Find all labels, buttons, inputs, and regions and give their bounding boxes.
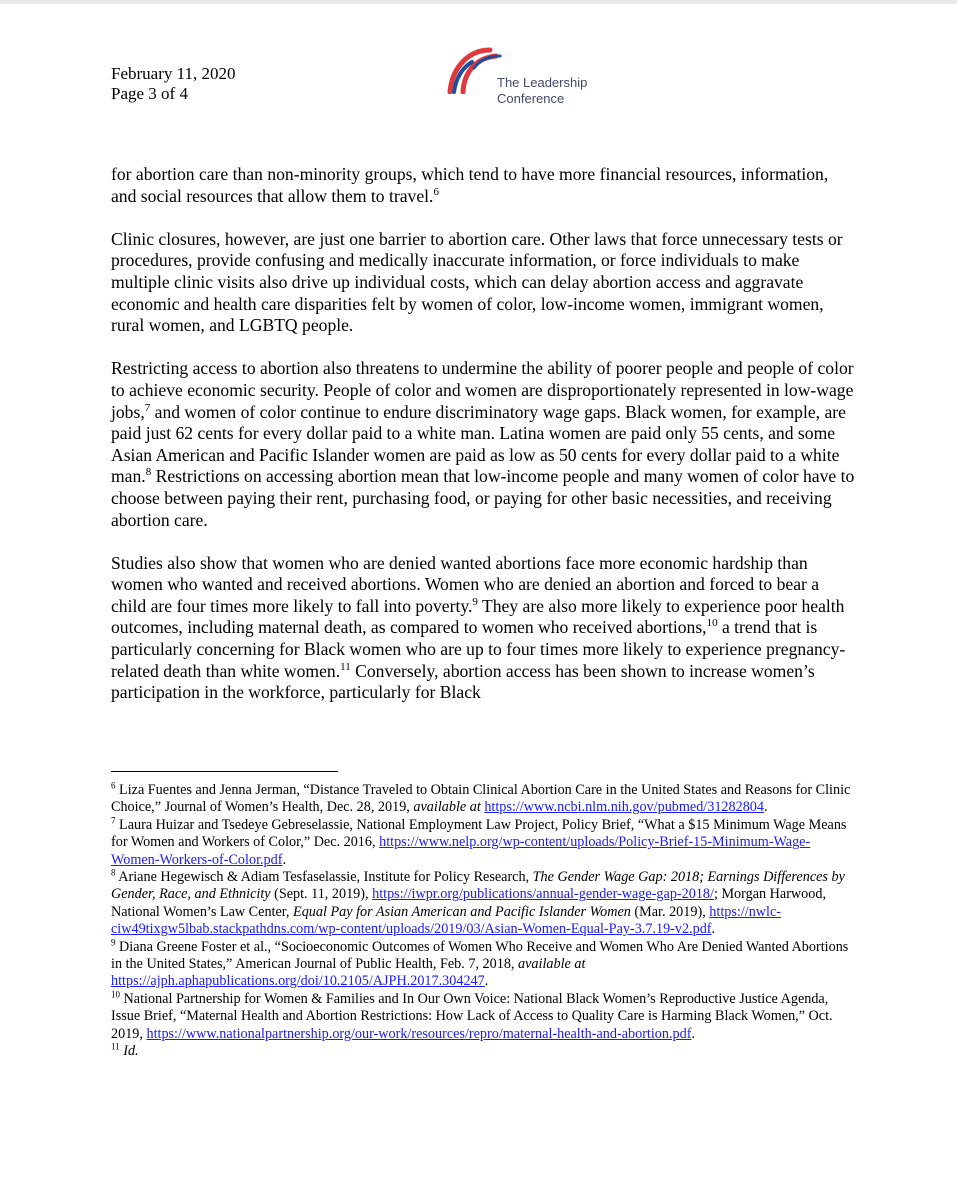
footnote-text: ; Morgan Harwood, National Women’s Law Center, bbox=[111, 886, 826, 920]
footnote-available-at: available at bbox=[413, 799, 481, 816]
footnote-number: 10 bbox=[111, 989, 120, 1000]
footnote-id: Id. bbox=[123, 1043, 139, 1060]
footnote-number: 7 bbox=[111, 815, 116, 826]
footnote-ref-6[interactable]: 6 bbox=[433, 185, 439, 198]
logo-wordmark bbox=[497, 75, 587, 107]
footnote-end: . bbox=[691, 1025, 695, 1042]
footnote-link[interactable]: https://iwpr.org/publications/annual-gender-wage-gap-2018/ bbox=[372, 886, 714, 903]
logo-line-2: Conference bbox=[497, 91, 565, 106]
footnote-text: (Mar. 2019), bbox=[630, 903, 710, 920]
footnote-10 bbox=[111, 991, 856, 1043]
footnote-7 bbox=[111, 817, 856, 869]
paragraph-3 bbox=[111, 358, 856, 531]
footnote-link[interactable]: https://www.nationalpartnership.org/our-work/resources/repro/maternal-health-and-abortion.pdf bbox=[146, 1025, 692, 1042]
footnote-ref-9[interactable]: 9 bbox=[472, 596, 478, 609]
paragraph-3-part-b: and women of color continue to endure discriminatory wage gaps. Black women, for example, are paid just 62 cents for every dollar paid to a white man. Latina women are paid only 55 cents, and some Asian American and Pacific Islander women are paid as low as 50 cents for every dollar paid to a white man. bbox=[111, 401, 846, 487]
footnote-available-at: available at bbox=[518, 956, 586, 973]
paragraph-4-part-d: Conversely, abortion access has been shown to increase women’s participation in the workforce, particularly for Black bbox=[111, 660, 815, 703]
footnote-ref-10[interactable]: 10 bbox=[706, 617, 718, 630]
footnote-text: Ariane Hegewisch & Adiam Tesfaselassie, Institute for Policy Research, bbox=[115, 869, 533, 886]
footnote-ref-8[interactable]: 8 bbox=[145, 466, 152, 479]
footnote-text: National Partnership for Women & Families and In Our Own Voice: National Black Women’s Reproductive Justice Agenda, Issue Brief, “Maternal Health and Abortion Restrictions: How Lack of Access to Quality Care is Harming Black Women,” Oct. 2019, bbox=[111, 990, 833, 1042]
footnote-link[interactable]: https://nwlc-ciw49tixgw5lbab.stackpathdns.com/wp-content/uploads/2019/03/Asian-Women-Equal-Pay-3.7.19-v2.pdf bbox=[111, 903, 782, 938]
paragraph-1-text: for abortion care than non-minority groups, which tend to have more financial resources, information, and social resources that allow them to travel. bbox=[111, 164, 829, 206]
paragraph-4 bbox=[111, 553, 856, 704]
paragraph-3-part-c: Restrictions on accessing abortion mean that low-income people and many women of color have to choose between paying their rent, purchasing food, or paying for other basic necessities, and receiving abortion care. bbox=[111, 466, 855, 530]
footnote-end: . bbox=[764, 799, 768, 816]
footnote-title: Equal Pay for Asian American and Pacific Islander Women bbox=[293, 903, 631, 920]
footnote-link[interactable]: https://www.nelp.org/wp-content/uploads/Policy-Brief-15-Minimum-Wage-Women-Workers-of-Color.pdf bbox=[111, 834, 811, 868]
footnote-number: 8 bbox=[111, 867, 116, 878]
footnote-title: The Gender Wage Gap: 2018; Earnings Differences by Gender, Race, and Ethnicity bbox=[111, 869, 845, 903]
paragraph-4-part-c: a trend that is particularly concerning for Black women who are up to four times more likely to experience pregnancy-related death than white women. bbox=[111, 617, 846, 681]
paragraph-3-part-a: Restricting access to abortion also threatens to undermine the ability of poorer people and people of color to achieve economic security. People of color and women are disproportionately represented in low-wage jobs, bbox=[111, 358, 854, 422]
footnote-separator bbox=[111, 771, 338, 772]
top-border bbox=[0, 0, 957, 4]
page-header bbox=[111, 64, 236, 104]
paragraph-2: Clinic closures, however, are just one barrier to abortion care. Other laws that force unnecessary tests or procedures, provide confusing and medically inaccurate information, or force individuals to make multiple clinic visits also drive up individual costs, which can delay abortion access and aggravate economic and health care disparities felt by women of color, low-income women, immigrant women, rural women, and LGBTQ people. bbox=[111, 228, 843, 336]
paragraph-1 bbox=[111, 164, 856, 207]
body-text bbox=[111, 164, 856, 725]
footnote-number: 6 bbox=[111, 780, 116, 791]
footnote-end: . bbox=[711, 921, 716, 938]
footnote-9 bbox=[111, 936, 856, 991]
header-page-number: Page 3 of 4 bbox=[111, 84, 188, 103]
footnote-number: 9 bbox=[111, 936, 116, 947]
footnote-ref-11[interactable]: 11 bbox=[340, 660, 351, 673]
footnote-6 bbox=[111, 782, 856, 817]
footnote-11 bbox=[111, 1043, 856, 1060]
footnote-ref-7[interactable]: 7 bbox=[144, 401, 151, 414]
footnote-text: (Sept. 11, 2019), bbox=[270, 886, 373, 903]
footnote-text: Laura Huizar and Tsedeye Gebreselassie, National Employment Law Project, Policy Brief, “What a $15 Minimum Wage Means for Women and Workers of Color,” Dec. 2016, bbox=[111, 816, 847, 851]
footnotes bbox=[111, 782, 856, 1061]
footnote-text: Liza Fuentes and Jenna Jerman, “Distance Traveled to Obtain Clinical Abortion Care in the United States and Reasons for Clinic Choice,” Journal of Women’s Health, Dec. 28, 2019, bbox=[111, 782, 851, 816]
footnote-text: Diana Greene Foster et al., “Socioeconomic Outcomes of Women Who Receive and Women Who Are Denied Wanted Abortions in the United States,” American Journal of Public Health, Feb. 7, 2018, bbox=[111, 938, 849, 973]
logo-line-1: The Leadership bbox=[497, 75, 588, 90]
footnote-link[interactable]: https://www.ncbi.nlm.nih.gov/pubmed/31282804 bbox=[484, 799, 764, 816]
header-date: February 11, 2020 bbox=[111, 64, 236, 83]
footnote-number: 11 bbox=[111, 1041, 120, 1052]
footnote-end: . bbox=[484, 973, 489, 990]
footnote-8 bbox=[111, 869, 856, 939]
footnote-link[interactable]: https://ajph.aphapublications.org/doi/10.2105/AJPH.2017.304247 bbox=[111, 973, 485, 990]
paragraph-4-part-b: They are also more likely to experience poor health outcomes, including maternal death, as compared to women who received abortions, bbox=[111, 595, 845, 638]
paragraph-4-part-a: Studies also show that women who are denied wanted abortions face more economic hardship than women who wanted and received abortions. Women who are denied an abortion and forced to bear a child are four times more likely to fall into poverty. bbox=[111, 552, 820, 616]
leadership-conference-logo bbox=[446, 44, 606, 114]
footnote-end: . bbox=[282, 851, 287, 868]
